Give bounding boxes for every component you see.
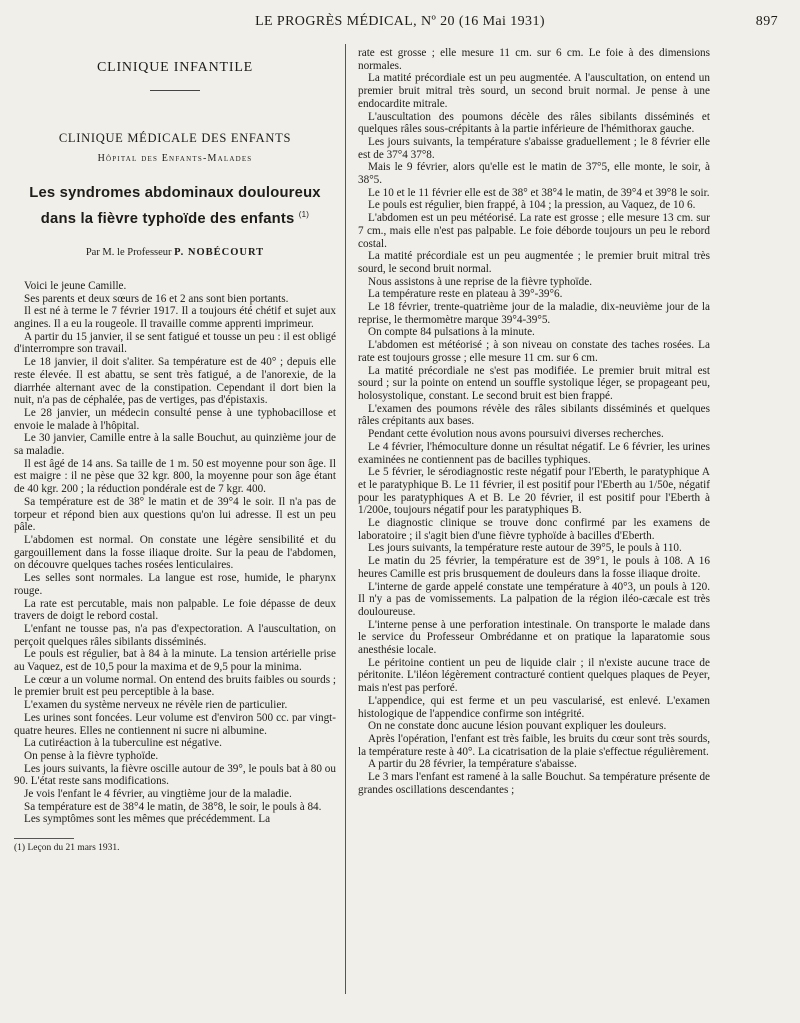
paragraph: L'abdomen est normal. On constate une légère sensibilité et du gargouillement dans la fosse iliaque droite. Sur la peau de l'abdomen, on découvre quelques taches rosées lenticulaires. <box>14 533 336 572</box>
paragraph: On pense à la fièvre typhoïde. <box>24 749 159 762</box>
paragraph: La matité précordiale est un peu augmentée ; le premier bruit mitral très sourd, le second bruit normal. <box>358 250 710 275</box>
paragraph: L'examen des poumons révèle des râles sibilants disséminés et quelques râles crépitants aux bases. <box>358 402 710 428</box>
paragraph: Il est né à terme le 7 février 1917. Il a toujours été chétif et sujet aux angines. Il a eu la rougeole. Il travaille comme apprenti imprimeur. <box>14 305 336 331</box>
paragraph: On ne constate donc aucune lésion pouvant expliquer les douleurs. <box>368 720 667 733</box>
byline-prefix: Par M. le Professeur <box>85 246 172 258</box>
paragraph: L'auscultation des poumons décèle des râles sibilants disséminés et quelques râles sous-crépitants à la partie inférieure de l'hémithorax gauche. <box>358 110 710 136</box>
paragraph: A partir du 15 janvier, il se sent fatigué et tousse un peu : il est obligé d'interrompre son travail. <box>14 330 336 356</box>
left-body-text <box>14 280 336 826</box>
paragraph: A partir du 28 février, la température s'abaisse. <box>368 758 577 771</box>
paragraph: Le cœur a un volume normal. On entend des bruits faibles ou sourds ; le premier bruit est peu perceptible à la base. <box>14 673 336 699</box>
paragraph: Les urines sont foncées. Leur volume est d'environ 500 cc. par vingt-quatre heures. Elles ne contiennent ni sucre ni albumine. <box>14 711 336 737</box>
footnote: (1) Leçon du 21 mars 1931. <box>14 843 120 854</box>
section-rule <box>150 90 200 91</box>
journal-header-title: LE PROGRÈS MÉDICAL, Nº 20 (16 Mai 1931) <box>255 14 545 29</box>
hospital-name: Hôpital des Enfants-Malades <box>97 153 253 164</box>
paragraph: Le pouls est régulier, bien frappé, à 104 ; la pression, au Vaquez, de 10 6. <box>368 199 696 212</box>
paragraph: Sa température est de 38°4 le matin, de 38°8, le soir, le pouls à 84. <box>24 800 322 813</box>
paragraph: Il est âgé de 14 ans. Sa taille de 1 m. 50 est moyenne pour son âge. Il est maigre : il ne pèse que 32 kgr. 800, la moyenne pour son âge étant de 40 kgr. 200 ; la réduction pondérale est de 7 kgr. 400. <box>14 457 336 496</box>
paragraph: Le 10 et le 11 février elle est de 38° et 38°4 le matin, de 39°4 et 39°8 le soir. <box>368 186 710 199</box>
paragraph: Je vois l'enfant le 4 février, au vingtième jour de la maladie. <box>24 788 292 801</box>
paragraph: L'examen du système nerveux ne révèle rien de particulier. <box>24 699 288 712</box>
section-heading: CLINIQUE INFANTILE <box>96 60 254 75</box>
paragraph: rate est grosse ; elle mesure 11 cm. sur 6 cm. Le foie à des dimensions normales. <box>358 47 710 72</box>
paragraph: L'abdomen est un peu météorisé. La rate est grosse ; elle mesure 13 cm. sur 7 cm., mais elle n'est pas palpable. Le foie déborde toujours un peu le rebord costal. <box>358 212 710 250</box>
paragraph: Pendant cette évolution nous avons poursuivi diverses recherches. <box>368 428 664 441</box>
paragraph: On compte 84 pulsations à la minute. <box>368 326 535 339</box>
paragraph: Le 18 février, trente-quatrième jour de la maladie, dix-neuvième jour de la reprise, le thermomètre marque 39°4-39°5. <box>358 301 710 326</box>
paragraph: L'appendice, qui est ferme et un peu vascularisé, est enlevé. L'examen histologique de l'appendice confirme son intégrité. <box>358 694 710 720</box>
paragraph: L'abdomen est météorisé ; à son niveau on constate des taches rosées. La rate est toujours grosse ; elle mesure 11 cm. sur 6 cm. <box>358 339 710 364</box>
clinic-name: CLINIQUE MÉDICALE DES ENFANTS <box>58 131 292 145</box>
paragraph: La cutiréaction à la tuberculine est négative. <box>24 737 222 750</box>
paragraph: Les selles sont normales. La langue est rose, humide, le pharynx rouge. <box>14 572 336 597</box>
article-title-line-2: dans la fièvre typhoïde des enfants <box>40 210 295 227</box>
paragraph: L'interne pense à une perforation intestinale. On transporte le malade dans le service du Professeur Ombrédanne et on pratique la laparatomie sous anesthésie locale. <box>358 618 710 657</box>
paragraph: Après l'opération, l'enfant est très faible, les bruits du cœur sont très sourds, la température reste à 40°. La cicatrisation de la plaie s'effectue régulièrement. <box>358 732 710 758</box>
paragraph: Le 28 janvier, un médecin consulté pense à une typhobacillose et envoie le malade à l'hôpital. <box>14 406 336 432</box>
paragraph: Le 30 janvier, Camille entre à la salle Bouchut, au quinzième jour de sa maladie. <box>14 432 336 458</box>
paragraph: Mais le 9 février, alors qu'elle est le matin de 37°5, elle monte, le soir, à 38°5. <box>358 161 710 187</box>
paragraph: Le péritoine contient un peu de liquide clair ; il n'existe aucune trace de péritonite. L'iléon légèrement contracturé contient quelques plaques de Peyer, mais n'est pas perforé. <box>358 656 710 695</box>
page-number: 897 <box>755 14 778 29</box>
running-header <box>22 14 778 36</box>
paragraph: La rate est percutable, mais non palpable. Le foie dépasse de deux travers de doigt le rebord costal. <box>14 597 336 623</box>
paragraph: La matité précordiale est un peu augmentée. A l'auscultation, on entend un premier bruit mitral très sourd, un second bruit normal. Je pense à une endocardite mitrale. <box>358 72 710 110</box>
paragraph: L'interne de garde appelé constate une température à 40°3, un pouls à 120. Il n'y a pas de vomissements. La palpation de la région iléo-cæcale est très douloureuse. <box>358 580 710 618</box>
author-byline <box>14 247 336 258</box>
paragraph: La matité précordiale ne s'est pas modifiée. Le premier bruit mitral est sourd ; sur la pointe on entend un souffle systolique léger, se propageant peu, holosystolique, constant. Le second bruit est bien frappé. <box>358 364 710 402</box>
paragraph: Le matin du 25 février, la température est de 39°1, le pouls à 108. A 16 heures Camille est pris brusquement de douleurs dans la fosse iliaque droite. <box>358 555 710 580</box>
paragraph: Les jours suivants, la fièvre oscille autour de 39°, le pouls bat à 80 ou 90. L'état reste sans modifications. <box>14 762 336 788</box>
paragraph: Sa température est de 38° le matin et de 39°4 le soir. Il n'a pas de torpeur et répond bien aux questions qu'on lui adresse. Il est un peu pâle. <box>14 495 336 534</box>
column-divider <box>345 44 346 994</box>
paragraph: Le diagnostic clinique se trouve donc confirmé par les examens de laboratoire ; il s'agit bien d'une fièvre typhoïde à bacilles d'Eberth. <box>358 517 710 542</box>
paragraph: Le 3 mars l'enfant est ramené à la salle Bouchut. Sa température présente de grandes oscillations descendantes ; <box>358 771 710 796</box>
paragraph: Le 5 février, le sérodiagnostic reste négatif pour l'Eberth, le paratyphique A et le paratyphique B. Le 11 février, il est positif pour l'Eberth au 1/50e, négatif pour les paratyphiques A et B. Le 20 février, il est positif pour l'Eberth à 1/200e, toujours négatif pour les paratyphiques B. <box>358 466 710 517</box>
paragraph: Le 4 février, l'hémoculture donne un résultat négatif. Le 6 février, les urines examinées ne contiennent pas de bacilles typhiques. <box>358 440 710 466</box>
footnote-marker: (1) <box>298 210 310 219</box>
paragraph: Nous assistons à une reprise de la fièvre typhoïde. <box>368 275 593 288</box>
article-title <box>14 183 336 230</box>
left-column <box>14 46 336 853</box>
paragraph: La température reste en plateau à 39°-39°6. <box>368 288 563 301</box>
paragraph: Les jours suivants, la température s'abaisse graduellement ; le 8 février elle est de 37°4 37°8. <box>358 135 710 161</box>
article-title-line-1: Les syndromes abdominaux douloureux <box>29 185 321 201</box>
paragraph: Les jours suivants, la température reste autour de 39°5, le pouls à 110. <box>368 542 682 555</box>
author-name: P. NOBÉCOURT <box>174 246 265 258</box>
paragraph: L'enfant ne tousse pas, n'a pas d'expectoration. A l'auscultation, on perçoit quelques râles sibilants disséminés. <box>14 622 336 648</box>
paragraph: Voici le jeune Camille. <box>24 279 127 292</box>
paragraph: Le 18 janvier, il doit s'aliter. Sa température est de 40° ; depuis elle reste élevée. Il est abattu, se sent très fatigué, a de l'anorexie, de la diarrhée alternant avec de la constipation. Cependant il dort bien la nuit, n'a pas de céphalée, pas de vertiges, pas d'épistaxis. <box>14 356 336 407</box>
paragraph: Ses parents et deux sœurs de 16 et 2 ans sont bien portants. <box>24 292 289 305</box>
paragraph: Les symptômes sont les mêmes que précédemment. La <box>24 813 271 826</box>
paragraph: Le pouls est régulier, bat à 84 à la minute. La tension artérielle prise au Vaquez, est de 10,5 pour la maxima et de 9,5 pour la minima. <box>14 648 336 674</box>
footnote-rule <box>14 838 74 839</box>
right-column <box>358 47 710 796</box>
